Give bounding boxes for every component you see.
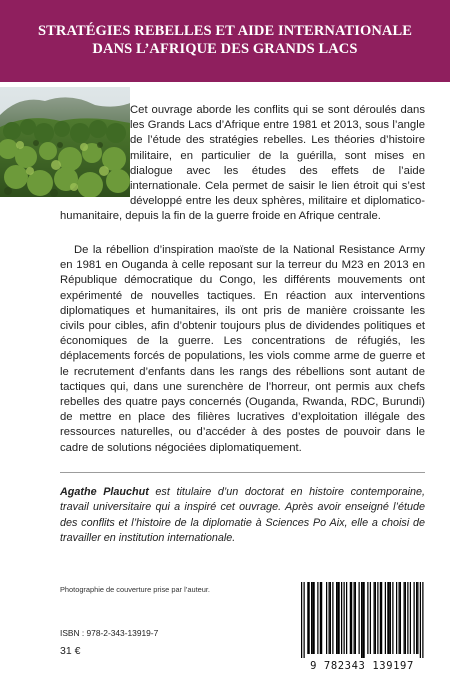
barcode-bar [400, 582, 401, 654]
barcode-bar [385, 582, 386, 654]
barcode-bar [350, 582, 351, 654]
barcode-bar [314, 582, 315, 654]
author-bio-text: est titulaire d’un doctorat en histoire contemporaine, travail universitaire qui a inspiré cet ouvrage. Après avoir enseigné l’étude des conflits et l’histoire de la diplomatie à Sciences Po Aix, elle a choisi de travailler en institution internationale. [60, 486, 426, 545]
barcode-bar [414, 582, 415, 654]
barcode-bar [416, 582, 417, 654]
barcode-bar [375, 582, 376, 654]
barcode-bar [351, 582, 352, 654]
isbn: ISBN : 978-2-343-13919-7 [60, 628, 159, 638]
title-line-1: STRATÉGIES REBELLES ET AIDE INTERNATIONALE [37, 23, 413, 39]
barcode-bar [330, 582, 331, 654]
title-banner [0, 0, 450, 82]
price: 31 € [60, 645, 81, 657]
barcode-bar [311, 582, 312, 654]
barcode-bar [374, 582, 375, 654]
barcode-bar [405, 582, 406, 654]
barcode-bar [355, 582, 356, 654]
barcode-bar [367, 582, 368, 654]
barcode-bar [362, 582, 363, 658]
photo-credit: Photographie de couverture prise par l’auteur. [60, 585, 210, 594]
barcode-bar [389, 582, 390, 654]
barcode-bar [329, 582, 330, 654]
blurb-paragraph-1 [60, 103, 425, 225]
barcode-bar [301, 582, 302, 658]
barcode-bar [410, 582, 411, 654]
barcode-bar [396, 582, 397, 654]
barcode-bar [399, 582, 400, 654]
ean13-barcode-icon [287, 578, 437, 658]
barcode-bar [404, 582, 405, 654]
author-bio [60, 485, 425, 547]
barcode-bar [422, 582, 423, 658]
barcode-bar [359, 582, 360, 654]
barcode-bar [304, 582, 305, 658]
barcode-bar [307, 582, 308, 654]
barcode-bar [339, 582, 340, 654]
barcode-bar [354, 582, 355, 654]
author-name: Agathe Plauchut [60, 486, 149, 498]
title-line-2: DANS L’AFRIQUE DES GRANDS LACS [92, 41, 358, 57]
barcode-bar [361, 582, 362, 658]
barcode-bar [380, 582, 381, 654]
blurb-paragraph-1-text: Cet ouvrage aborde les conflits qui se sont déroulés dans les Grands Lacs d’Afrique entre 1981 et 2013, sous l’angle de l’étude des stratégies rebelles. Les théories d’histoire militaire, en particulier de la guérilla, sont mises en dialogue avec les études des effets de l’aide internationale. Cela permet de saisir le lien étroit qui s’est développé entre les deux sphères, militaire et diplomatico-humanitaire, depuis la fin de la guerre froide en Afrique centrale. [60, 104, 425, 223]
barcode-bar [326, 582, 327, 654]
barcode [287, 578, 437, 666]
barcode-bar [387, 582, 388, 654]
barcode-bar [381, 582, 382, 654]
barcode-bar [420, 582, 421, 658]
blurb-paragraph-2: De la rébellion d’inspiration maoïste de la National Resistance Army en 1981 en Ouganda à celle reposant sur la terreur du M23 en 2013 en République démocratique du Congo, les différents mouvements ont expérimenté de nouvelles tactiques. En réaction aux interventions diplomatiques et humanitaires, ils ont pris de manière croissante les civils pour cibles, afin d’obtenir toujours plus de dividendes politiques et économiques de la guerre. Les concentrations de réfugiés, les déplacements forcés de populations, les viols comme arme de guerre et le recrutement d’enfants dans les rangs des rébellions sont autant de tactiques qui, dans une surenchère de l’horreur, ont permis aux chefs rebelles des quatre pays concernés (Ouganda, Rwanda, RDC, Burundi) de mettre en place des filières lucratives d’exploitation illégale des ressources naturelles, ou d’accéder à des postes de pouvoir dans le cadre de solutions négociées diplomatiquement. [60, 244, 425, 454]
barcode-bar [317, 582, 318, 654]
barcode-bar [346, 582, 347, 654]
barcode-bar [309, 582, 310, 654]
barcode-bar [392, 582, 393, 654]
barcode-bar [332, 582, 333, 654]
barcode-bar [417, 582, 418, 654]
barcode-bar [344, 582, 345, 654]
barcode-bar [370, 582, 371, 654]
section-divider [60, 472, 425, 473]
barcode-bar [312, 582, 313, 654]
barcode-bar [336, 582, 337, 654]
barcode-bar [321, 582, 322, 654]
barcode-digits: 9 782343 139197 [310, 660, 414, 672]
barcode-bar [407, 582, 408, 654]
barcode-bar [320, 582, 321, 654]
barcode-bar [341, 582, 342, 654]
photo-spacer [60, 103, 130, 196]
barcode-bar [390, 582, 391, 654]
barcode-bar [337, 582, 338, 654]
barcode-bar [364, 582, 365, 658]
barcode-bar [377, 582, 378, 654]
